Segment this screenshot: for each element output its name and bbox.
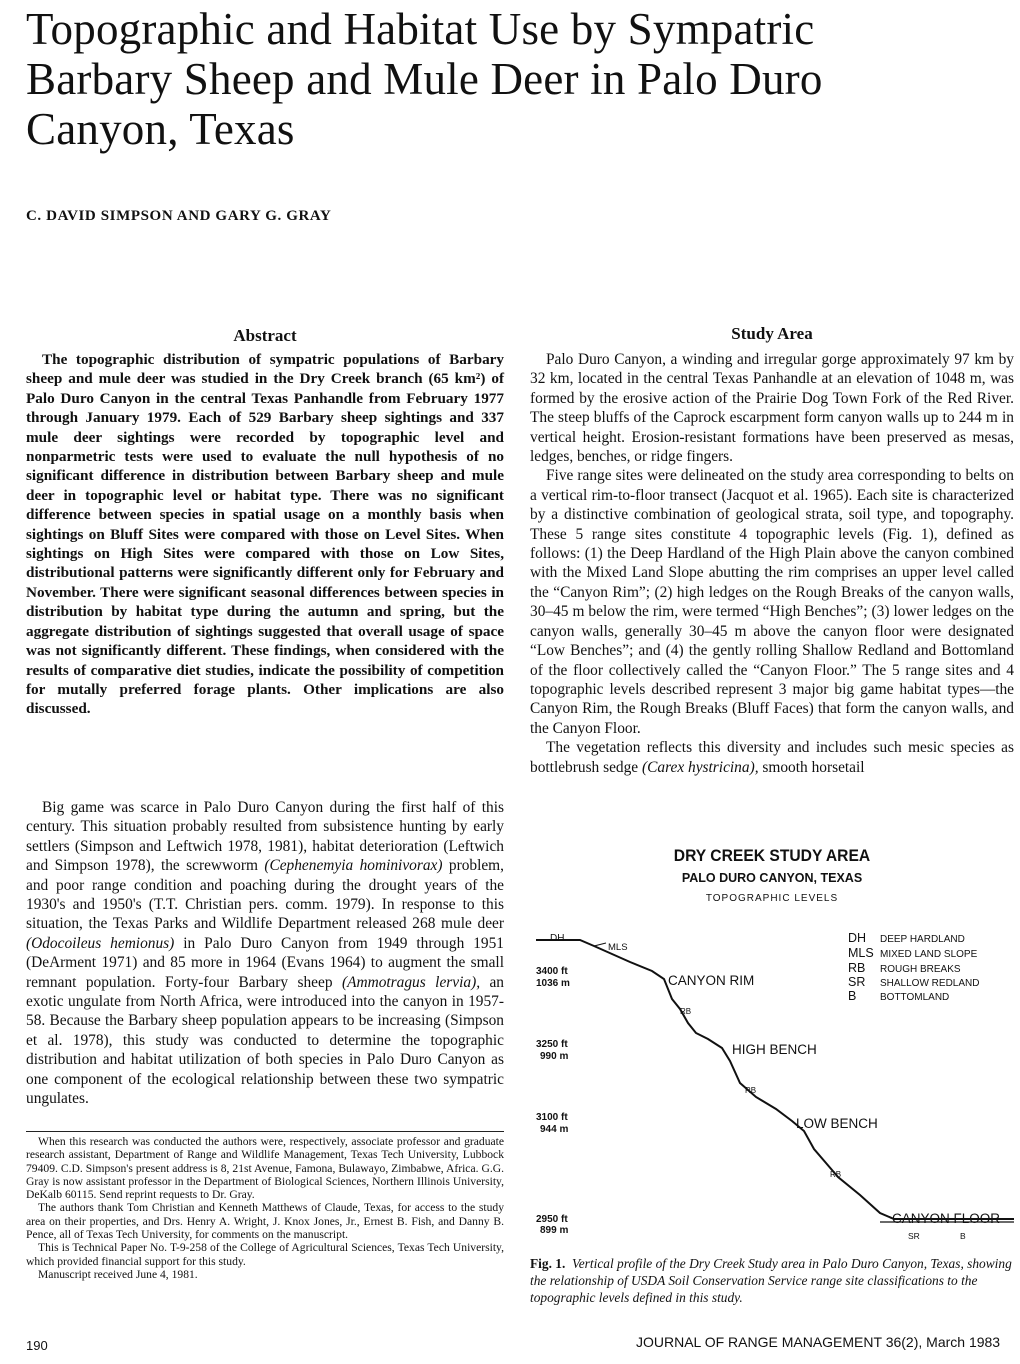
abstract-heading: Abstract <box>233 326 297 345</box>
label-dh: DH <box>550 933 565 944</box>
label-high-bench: HIGH BENCH <box>732 1042 817 1057</box>
elevation-ft: 3100 ft <box>536 1112 568 1123</box>
elevation-m: 899 m <box>540 1225 569 1236</box>
study-area-paragraph-3 <box>530 738 1014 777</box>
label-low-bench: LOW BENCH <box>796 1116 878 1131</box>
elevation-ft: 3250 ft <box>536 1039 568 1050</box>
elevation-ft: 2950 ft <box>536 1214 568 1225</box>
elevation-3250 <box>536 1039 568 1062</box>
label-sr: SR <box>908 1231 920 1241</box>
elevation-m: 990 m <box>540 1051 569 1062</box>
legend-name-b: BOTTOMLAND <box>880 992 950 1003</box>
intro-species-3: (Ammotragus lervia), <box>341 973 481 991</box>
label-mls: MLS <box>608 942 628 953</box>
legend-code-sr: SR <box>848 975 866 989</box>
legend-name-rb: ROUGH BREAKS <box>880 964 961 975</box>
footnote-technical-paper: This is Technical Paper No. T-9-258 of the College of Agricultural Sciences, Texas Tech University, which provided financial support for this study. <box>26 1241 504 1268</box>
footnote-received: Manuscript received June 4, 1981. <box>38 1267 198 1281</box>
p3-species: (Carex hystricina), <box>642 758 759 776</box>
legend-code-mls: MLS <box>848 946 874 960</box>
label-rb-2: RB <box>745 1086 757 1095</box>
abstract-text: The topographic distribution of sympatric populations of Barbary sheep and mule deer was studied in the Dry Creek branch (65 km²) of Palo Duro Canyon in the central Texas Panhandle from February 1977 through January 1979. Each of 529 Barbary sheep sightings and 337 mule deer sightings were recorded by topographic level and nonparmetric tests were used to evaluate the null hypothesis of no significant difference in distribution between Barbary sheep and mule deer in topographic level or habitat type. There was no significant difference between species in spatial usage on a monthly basis when sightings on Bluff Sites were compared with those on Level Sites. When sightings on High Sites were compared with those on Low Sites, distributional patterns were significantly different only for February and November. There were significant seasonal differences between species in distribution by habitat type during the autumn and spring, but the aggregate distribution of sightings suggested that overall usage of space was not significantly different. These findings, when considered with the results of comparative diet studies, indicate the possibility of competition for mutally preferred forage plants. Other implications are also discussed. <box>26 351 504 718</box>
legend-code-dh: DH <box>848 931 867 945</box>
intro-species-2: (Odocoileus hemionus) <box>26 934 175 952</box>
p3-text-1: The vegetation reflects this diversity and includes such mesic species as bottlebrush sedge <box>530 739 1014 776</box>
label-b: B <box>960 1231 966 1241</box>
caption-label: Fig. 1. <box>530 1256 566 1271</box>
mls-leader <box>594 943 606 946</box>
elevation-m: 1036 m <box>536 978 570 989</box>
figure-caption <box>530 1255 1014 1306</box>
figure-title: DRY CREEK STUDY AREA <box>673 846 871 865</box>
figure-legend <box>848 931 979 1003</box>
legend-code-b: B <box>848 989 857 1003</box>
elevation-3400 <box>536 966 570 989</box>
article-title <box>26 4 1020 154</box>
title-line-2: Barbary Sheep and Mule Deer in Palo Duro <box>26 54 823 104</box>
elevation-m: 944 m <box>540 1124 569 1135</box>
label-rb-3: RB <box>830 1170 842 1179</box>
label-canyon-rim: CANYON RIM <box>668 973 755 988</box>
study-area-paragraph-1: Palo Duro Canyon, a winding and irregular gorge approximately 97 km by 32 km, located in the central Texas Panhandle at an elevation of 1048 m, was formed by the erosive action of the Prairie Dog Town Fork of the Red River. The steep bluffs of the Caprock escarpment form canyon walls up to 244 m in vertical height. Erosion-resistant formations have been preserved as mesas, ledges, benches, or ridge fingers. <box>530 351 1014 466</box>
page-number: 190 <box>26 1338 48 1353</box>
intro-species-1: (Cephenemyia hominivorax) <box>264 857 443 875</box>
footnote-affiliation: When this research was conducted the authors were, respectively, associate professor and graduate research assistant, Department of Range and Wildlife Management, Texas Tech University, Lubbock 79409. C.D. Simpson's present address is 8, 21st Avenue, Famona, Bulawayo, Zimbabwe, Africa. G.G. Gray is now assistant professor in the Department of Biological Sciences, Northern Illinois University, DeKalb 60115. Send reprint requests to Dr. Gray. <box>26 1135 504 1202</box>
topographic-profile-figure <box>530 915 1014 1245</box>
footnote-rule <box>26 1131 504 1132</box>
legend-name-dh: DEEP HARDLAND <box>880 934 965 945</box>
study-area-text <box>530 350 1014 777</box>
legend-name-sr: SHALLOW REDLAND <box>880 978 980 989</box>
elevation-3100 <box>536 1112 568 1135</box>
intro-text-1: Big game was scarce in Palo Duro Canyon during the first half of this century. This situation probably resulted from subsistence hunting by early settlers (Simpson and Leftwich 1978, 1981), habitat deterioration (Leftwich and Simpson 1978), the screwworm <box>26 799 504 875</box>
footnotes <box>26 1135 504 1281</box>
footnote-acknowledgments: The authors thank Tom Christian and Kenneth Matthews of Claude, Texas, for access to the study area on their properties, and Drs. Henry A. Wright, J. Knox Jones, Jr., Ernest B. Fish, and Danny B. Pence, all of Texas Tech University, for comments on the manuscript. <box>26 1201 504 1242</box>
p3-text-2: smooth horsetail <box>758 758 865 776</box>
journal-footer: JOURNAL OF RANGE MANAGEMENT 36(2), March 1983 <box>636 1334 1001 1350</box>
elevation-ft: 3400 ft <box>536 966 568 977</box>
elevation-2950 <box>536 1214 568 1236</box>
caption-text: Vertical profile of the Dry Creek Study area in Palo Duro Canyon, Texas, showing the relationship of USDA Soil Conservation Service range site classifications to the topographic levels defined in this study. <box>530 1256 1012 1305</box>
authors: C. DAVID SIMPSON AND GARY G. GRAY <box>26 208 332 224</box>
study-area-paragraph-2: Five range sites were delineated on the study area corresponding to belts on a vertical rim-to-floor transect (Jacquot et al. 1965). Each site is characterized by a distinctive combination of geological strata, soil type, and topography. These 5 range sites constitute 4 topographic levels (Fig. 1), defined as follows: (1) the Deep Hardland of the High Plain above the canyon combined with the Mixed Land Slope abutting the rim comprises an upper level called the “Canyon Rim”; (2) high ledges on the Rough Breaks of the canyon walls, 30–45 m below the rim, were termed “High Benches”; (3) lower ledges on the canyon walls, generally 30–45 m above the canyon floor were designated “Low Benches”; and (4) the gently rolling Shallow Redland and Bottomland of the floor collectively called the “Canyon Floor.” The 5 range sites and 4 topographic levels described represent 3 major big game habitat types—the Canyon Rim, the Rough Breaks (Bluff Faces) that form the canyon walls, and the Canyon Floor. <box>530 467 1014 737</box>
intro-text-2: problem, and poor range condition and poaching during the drought years of the 1930's and 1950's (T.T. Christian pers. comm. 1979). In response to this situation, the Texas Parks and Wildlife Department released 268 mule deer <box>26 857 505 933</box>
intro-text-4: an exotic ungulate from North Africa, were introduced into the canyon in 1957-58. Because the Barbary sheep population appears to be increasing (Simpson et al. 1978), this study was conducted to determine the topographic distribution and habitat utilization of both species in Palo Duro Canyon as one component of the ecological relationship between these two sympatric ungulates. <box>26 973 504 1108</box>
legend-name-mls: MIXED LAND SLOPE <box>880 949 978 960</box>
figure-subtitle: PALO DURO CANYON, TEXAS <box>681 871 863 885</box>
legend-code-rb: RB <box>848 961 866 975</box>
title-line-1: Topographic and Habitat Use by Sympatric <box>26 4 815 54</box>
figure-subtitle-2: TOPOGRAPHIC LEVELS <box>705 893 839 904</box>
title-line-3: Canyon, Texas <box>26 104 295 154</box>
study-area-heading: Study Area <box>731 324 813 343</box>
intro-text-3: in Palo Duro Canyon from 1949 through 1951 (DeArment 1971) and 85 more in 1964 (Evans 1964) to augment the small remnant population. Forty-four Barbary sheep <box>26 934 504 991</box>
label-canyon-floor: CANYON FLOOR <box>892 1211 1001 1226</box>
intro-paragraph <box>26 798 504 1109</box>
label-rb-1: RB <box>680 1007 692 1016</box>
